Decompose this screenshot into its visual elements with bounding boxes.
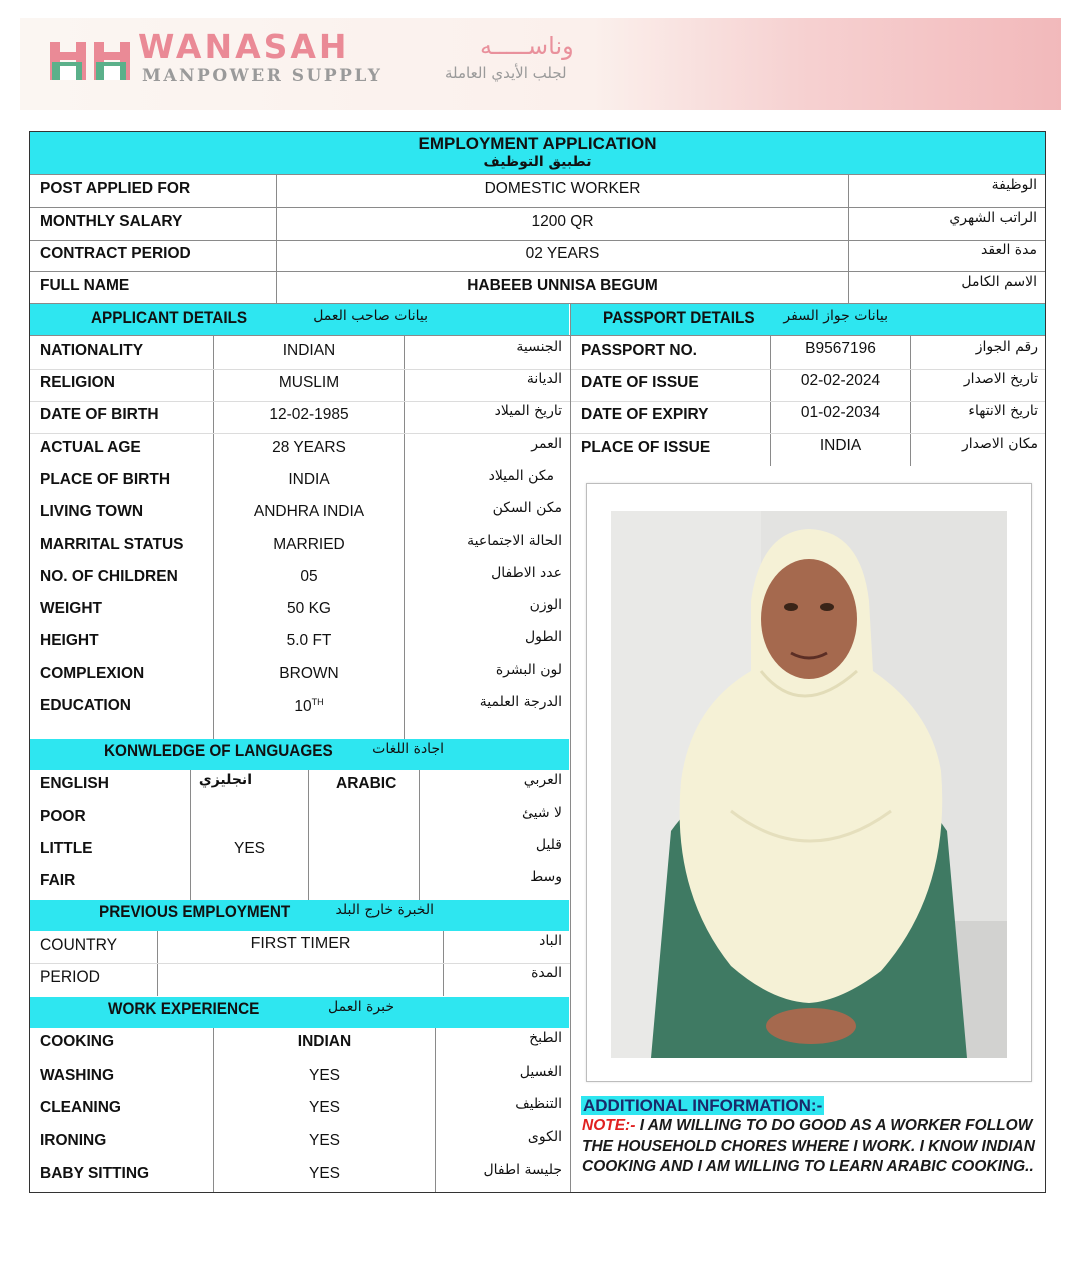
- field-value: YES: [308, 1099, 340, 1116]
- field-label-arabic: مكان الاصدار: [962, 436, 1038, 452]
- brand-subtitle-arabic: لجلب الأيدي العاملة: [445, 64, 567, 82]
- full-name-value: HABEEB UNNISA BEGUM: [467, 277, 658, 294]
- field-value: 28 YEARS: [272, 439, 346, 456]
- arabic-header: ARABIC: [336, 775, 397, 792]
- work-section-title: WORK EXPERIENCE: [108, 999, 260, 1018]
- field-value: ANDHRA INDIA: [253, 503, 365, 520]
- field-label-arabic: رقم الجواز: [975, 339, 1038, 355]
- languages-section-title: KONWLEDGE OF LANGUAGES: [104, 741, 333, 760]
- field-label-arabic: عدد الاطفال: [491, 565, 562, 581]
- field-label: EDUCATION: [40, 697, 131, 714]
- brand-subtitle: MANPOWER SUPPLY: [142, 66, 383, 86]
- field-label: CONTRACT PERIOD: [40, 245, 191, 262]
- field-label-arabic: الكوى: [527, 1129, 562, 1145]
- field-label-arabic: الديانة: [526, 371, 562, 387]
- field-label: LIVING TOWN: [40, 503, 144, 520]
- field-value: 12-02-1985: [269, 406, 349, 423]
- field-value: 10TH: [294, 697, 324, 716]
- field-label-arabic: مكن الميلاد: [488, 468, 554, 484]
- field-label: FAIR: [40, 872, 76, 889]
- work-section-title-arabic: خبرة العمل: [328, 999, 394, 1015]
- note-label: NOTE:-: [582, 1117, 636, 1134]
- field-label-arabic: الطبخ: [529, 1030, 562, 1046]
- english-header: ENGLISH: [40, 775, 109, 792]
- field-label: COOKING: [40, 1033, 115, 1050]
- field-label: MONTHLY SALARY: [40, 213, 183, 230]
- field-label: IRONING: [40, 1132, 107, 1149]
- field-value: INDIA: [819, 437, 862, 454]
- field-value: 50 KG: [287, 600, 331, 617]
- field-value: 02 YEARS: [525, 245, 600, 262]
- field-label: MARRITAL STATUS: [40, 536, 184, 553]
- field-label: DATE OF BIRTH: [40, 406, 159, 423]
- field-value: 1200 QR: [531, 213, 594, 230]
- passport-section-title-arabic: بيانات جواز السفر: [783, 308, 888, 324]
- field-label-arabic: مكن السكن: [492, 500, 562, 516]
- field-label-arabic: الراتب الشهري: [949, 210, 1037, 226]
- field-label-arabic: المدة: [531, 965, 562, 981]
- field-label-arabic: تاريخ الانتهاء: [968, 403, 1038, 419]
- applicant-section-title: APPLICANT DETAILS: [91, 308, 248, 327]
- field-label-arabic: وسط: [530, 869, 562, 885]
- field-value: BROWN: [279, 665, 339, 682]
- field-label: WEIGHT: [40, 600, 102, 617]
- field-label-arabic: الاسم الكامل: [961, 274, 1037, 290]
- field-value: YES: [308, 1067, 340, 1084]
- english-header-arabic: انجليزي: [198, 772, 252, 788]
- field-label: LITTLE: [40, 840, 93, 857]
- field-label-arabic: الغسيل: [519, 1064, 562, 1080]
- arabic-header-arabic: العربي: [523, 772, 562, 788]
- field-value: YES: [308, 1165, 340, 1182]
- field-value: 05: [300, 568, 318, 585]
- form-title: EMPLOYMENT APPLICATION: [418, 134, 657, 153]
- field-label: NATIONALITY: [40, 342, 144, 359]
- field-label: BABY SITTING: [40, 1165, 150, 1182]
- field-value: YES: [308, 1132, 340, 1149]
- field-label-arabic: الباد: [539, 933, 562, 949]
- field-label: FULL NAME: [40, 277, 130, 294]
- note-text: I AM WILLING TO DO GOOD AS A WORKER FOLLOW THE HOUSEHOLD CHORES WHERE I WORK. I KNOW INDIAN COOKING AND I AM WILLING TO LEARN ARABIC COOKING..: [582, 1117, 1035, 1175]
- field-label-arabic: لون البشرة: [495, 662, 562, 678]
- field-label-arabic: الطول: [524, 629, 562, 645]
- field-value: INDIAN: [282, 342, 336, 359]
- field-label-arabic: تاريخ الميلاد: [494, 403, 562, 419]
- field-value: DOMESTIC WORKER: [484, 180, 641, 197]
- brand-name: WANASAH: [138, 27, 350, 66]
- field-value: 01-02-2034: [800, 404, 881, 421]
- field-label-arabic: لا شيئ: [521, 805, 562, 821]
- field-label-arabic: الوظيفة: [991, 177, 1037, 193]
- field-label-arabic: الجنسية: [516, 339, 562, 355]
- field-label: WASHING: [40, 1067, 115, 1084]
- field-value: MUSLIM: [278, 374, 340, 391]
- field-label: COUNTRY: [40, 935, 118, 954]
- field-label: ACTUAL AGE: [40, 439, 141, 456]
- applicant-section-title-arabic: بيانات صاحب العمل: [313, 308, 428, 324]
- passport-section-title: PASSPORT DETAILS: [603, 308, 755, 327]
- additional-info-note: [582, 1116, 1042, 1178]
- field-label: RELIGION: [40, 374, 115, 391]
- field-label-arabic: جليسة اطفال: [483, 1162, 562, 1178]
- field-label-arabic: التنظيف: [515, 1096, 562, 1112]
- field-label: POOR: [40, 808, 86, 825]
- field-value: MARRIED: [273, 536, 345, 553]
- field-label: POST APPLIED FOR: [40, 180, 191, 197]
- field-label-arabic: قليل: [535, 837, 562, 853]
- previous-section-title-arabic: الخبرة خارج البلد: [335, 902, 434, 918]
- form-title-arabic: تطبيق التوظيف: [483, 154, 592, 170]
- field-value: 02-02-2024: [800, 372, 881, 389]
- field-label: PERIOD: [40, 967, 100, 986]
- field-label: PLACE OF BIRTH: [40, 471, 171, 488]
- field-label-arabic: تاريخ الاصدار: [963, 371, 1038, 387]
- field-label-arabic: الوزن: [529, 597, 562, 613]
- field-value: INDIAN: [297, 1033, 352, 1050]
- field-value: 5.0 FT: [286, 632, 332, 649]
- field-label: NO. OF CHILDREN: [40, 568, 178, 585]
- field-label: PASSPORT NO.: [581, 342, 697, 359]
- field-value: FIRST TIMER: [250, 935, 351, 952]
- field-label-arabic: مدة العقد: [981, 242, 1037, 258]
- additional-info-title: ADDITIONAL INFORMATION:-: [583, 1096, 823, 1115]
- applicant-photo: [611, 511, 1007, 1058]
- field-label: DATE OF ISSUE: [581, 374, 699, 391]
- field-label: PLACE OF ISSUE: [581, 439, 711, 456]
- field-label-arabic: الدرجة العلمية: [479, 694, 562, 710]
- brand-name-arabic: وناســـــه: [480, 32, 574, 60]
- languages-section-title-arabic: اجادة اللغات: [372, 741, 444, 757]
- field-label-arabic: الحالة الاجتماعية: [467, 533, 562, 549]
- wanasah-logo-icon: [48, 40, 132, 82]
- field-label: DATE OF EXPIRY: [581, 406, 709, 423]
- english-level: YES: [233, 840, 265, 857]
- previous-section-title: PREVIOUS EMPLOYMENT: [99, 902, 291, 921]
- field-value: INDIA: [288, 471, 330, 488]
- field-label: HEIGHT: [40, 632, 99, 649]
- field-label-arabic: العمر: [531, 436, 562, 452]
- field-value: B9567196: [805, 340, 876, 357]
- field-label: CLEANING: [40, 1099, 121, 1116]
- field-label: COMPLEXION: [40, 665, 145, 682]
